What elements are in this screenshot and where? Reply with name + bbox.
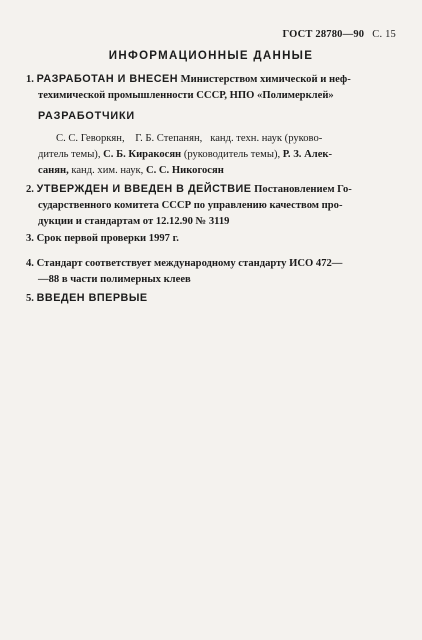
section-2-lead: УТВЕРЖДЕН И ВВЕДЕН В ДЕЙСТВИЕ bbox=[36, 183, 252, 195]
doc-code: ГОСТ 28780—90 bbox=[282, 29, 365, 40]
developers-line-2 bbox=[26, 147, 406, 163]
developers-heading: РАЗРАБОТЧИКИ bbox=[38, 110, 135, 122]
section-1 bbox=[26, 71, 406, 104]
section-5 bbox=[26, 290, 406, 307]
section-2-line-1 bbox=[26, 181, 406, 198]
section-4 bbox=[26, 256, 406, 288]
section-3-text: Срок первой проверки 1997 г. bbox=[36, 233, 179, 244]
section-1-line-1 bbox=[26, 71, 406, 88]
section-1-number: 1. bbox=[26, 74, 34, 85]
section-1-lead: РАЗРАБОТАН И ВНЕСЕН bbox=[36, 73, 178, 85]
developers-line-1: С. С. Геворкян, Г. Б. Степанян, канд. техн. наук (руково- bbox=[56, 133, 323, 144]
section-4-line-1 bbox=[26, 256, 406, 272]
page-header bbox=[282, 29, 396, 40]
section-4-number: 4. bbox=[26, 258, 34, 269]
section-2 bbox=[26, 181, 406, 230]
developers-role-2: (руководитель темы), bbox=[181, 149, 283, 160]
developer-name: С. Б. Киракосян bbox=[103, 149, 182, 160]
section-2-line-3: дукции и стандартам от 12.12.90 № 3119 bbox=[38, 216, 230, 227]
developers-degree: канд. хим. наук, bbox=[68, 165, 146, 176]
section-1-text: Министерством химической и неф- bbox=[180, 74, 351, 85]
developer-name: С. С. Никогосян bbox=[145, 165, 224, 176]
section-3-number: 3. bbox=[26, 233, 34, 244]
section-2-number: 2. bbox=[26, 184, 34, 195]
section-2-line-2: сударственного комитета СССР по управлению качеством про- bbox=[38, 200, 343, 211]
section-3 bbox=[26, 231, 406, 247]
developers-role-1: дитель темы), bbox=[38, 149, 104, 160]
section-1-line-2: техимической промышленности СССР, НПО «Полимерклей» bbox=[38, 90, 334, 101]
page-number: С. 15 bbox=[372, 29, 396, 40]
section-4-text: Стандарт соответствует международному стандарту ИСО 472— bbox=[36, 258, 343, 269]
section-5-number: 5. bbox=[26, 293, 34, 304]
section-2-text: Постановлением Го- bbox=[254, 184, 352, 195]
developers-line-3 bbox=[26, 163, 406, 179]
developers-list bbox=[26, 131, 406, 179]
page-title: ИНФОРМАЦИОННЫЕ ДАННЫЕ bbox=[108, 50, 314, 62]
developer-name: санян, bbox=[38, 165, 69, 176]
section-4-line-2: —88 в части полимерных клеев bbox=[38, 274, 191, 285]
section-5-lead: ВВЕДЕН ВПЕРВЫЕ bbox=[36, 292, 148, 304]
developer-name: Р. З. Алек- bbox=[282, 149, 333, 160]
